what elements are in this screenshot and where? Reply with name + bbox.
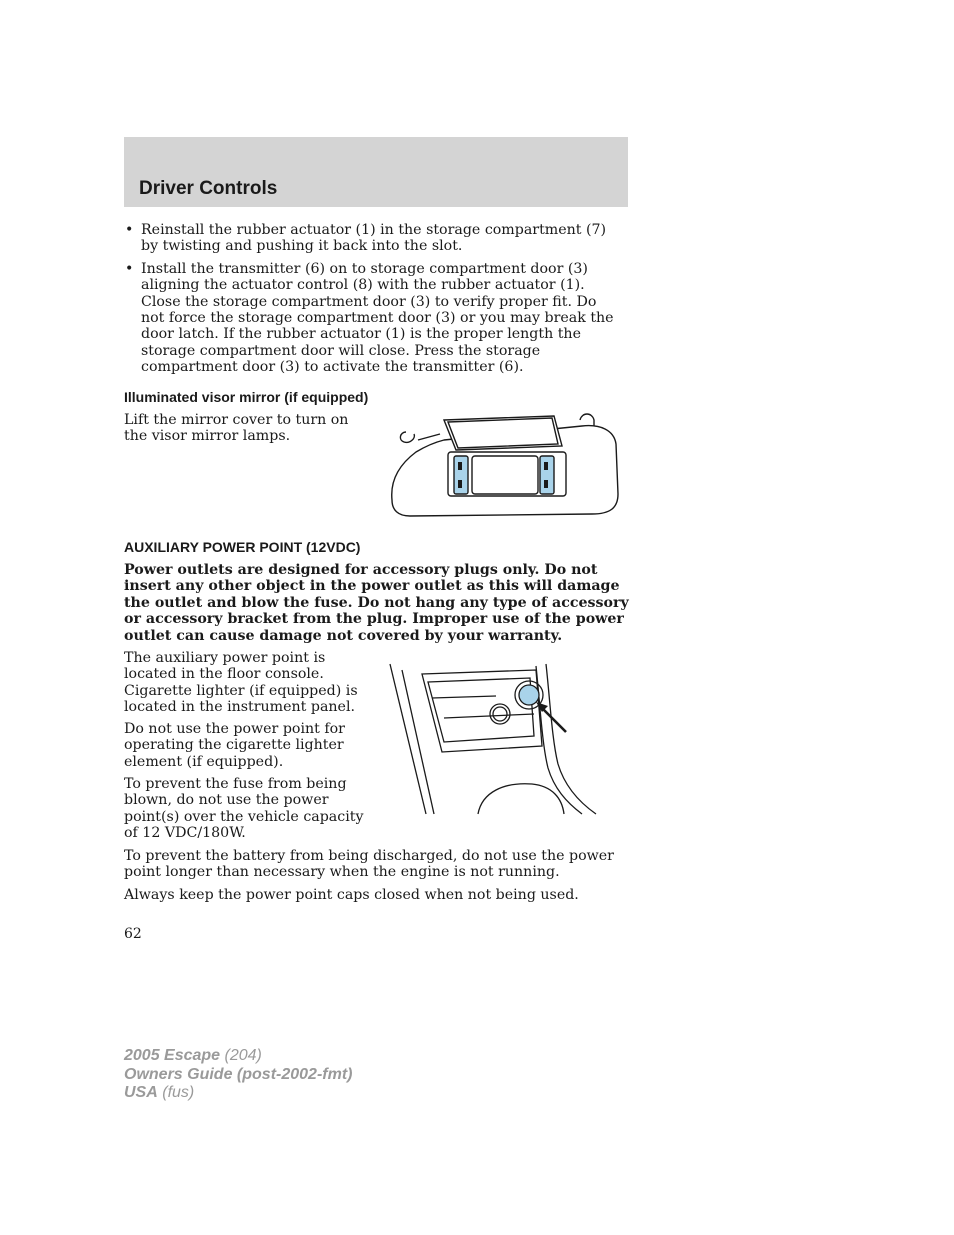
visor-mirror-text: Lift the mirror cover to turn on the visor mirror lamps. <box>124 412 349 445</box>
bullet-icon: • <box>125 260 134 277</box>
footer-line-model <box>124 1047 352 1066</box>
footer-region-code: (fus) <box>162 1084 195 1101</box>
footer-line-region <box>124 1084 352 1103</box>
list-item-text: Reinstall the rubber actuator (1) in the storage compartment (7) by twisting and pushing it back into the slot. <box>141 222 607 255</box>
document-footer <box>124 1047 352 1103</box>
footer-line-guide <box>124 1066 352 1085</box>
power-point-location-text: The auxiliary power point is located in the floor console. Cigarette lighter (if equipped) is located in the instrument panel. <box>124 650 358 716</box>
list-item <box>124 261 624 376</box>
power-point-warning: Power outlets are designed for accessory plugs only. Do not insert any other object in the power outlet as this will damage the outlet and blow the fuse. Do not hang any type of accessory or accessory bracket from the plug. Improper use of the power outlet can cause damage not covered by your warranty. <box>124 562 629 644</box>
section-title: Driver Controls <box>139 178 278 199</box>
power-point-illustration <box>386 660 600 818</box>
instruction-list <box>124 222 624 382</box>
page-number: 62 <box>124 926 142 942</box>
footer-guide: Owners Guide (post-2002-fmt) <box>124 1065 353 1083</box>
power-point-lighter-text: Do not use the power point for operating the cigarette lighter element (if equipped). <box>124 721 345 770</box>
list-item <box>124 222 624 255</box>
visor-mirror-heading: Illuminated visor mirror (if equipped) <box>124 389 369 405</box>
list-item-text: Install the transmitter (6) on to storage compartment door (3) aligning the actuator control (8) with the rubber actuator (1). Close the storage compartment door (3) to verify proper fit. Do not force the storage compartment door (3) or you may break the door latch. If the rubber actuator (1) is the proper length the storage compartment door will close. Press the storage compartment door (3) to activate the transmitter (6). <box>141 260 614 376</box>
footer-region: USA <box>124 1084 158 1101</box>
bullet-icon: • <box>125 222 134 238</box>
footer-model: 2005 Escape <box>124 1047 221 1064</box>
visor-mirror-illustration <box>386 408 622 520</box>
power-point-battery-text: To prevent the battery from being discharged, do not use the power point longer than necessary when the engine is not running. <box>124 848 614 881</box>
power-point-heading: AUXILIARY POWER POINT (12VDC) <box>124 539 361 555</box>
power-point-caps-text: Always keep the power point caps closed when not being used. <box>124 887 579 903</box>
footer-model-code: (204) <box>224 1047 262 1064</box>
power-point-fuse-text: To prevent the fuse from being blown, do not use the power point(s) over the vehicle capacity of 12 VDC/180W. <box>124 776 364 842</box>
